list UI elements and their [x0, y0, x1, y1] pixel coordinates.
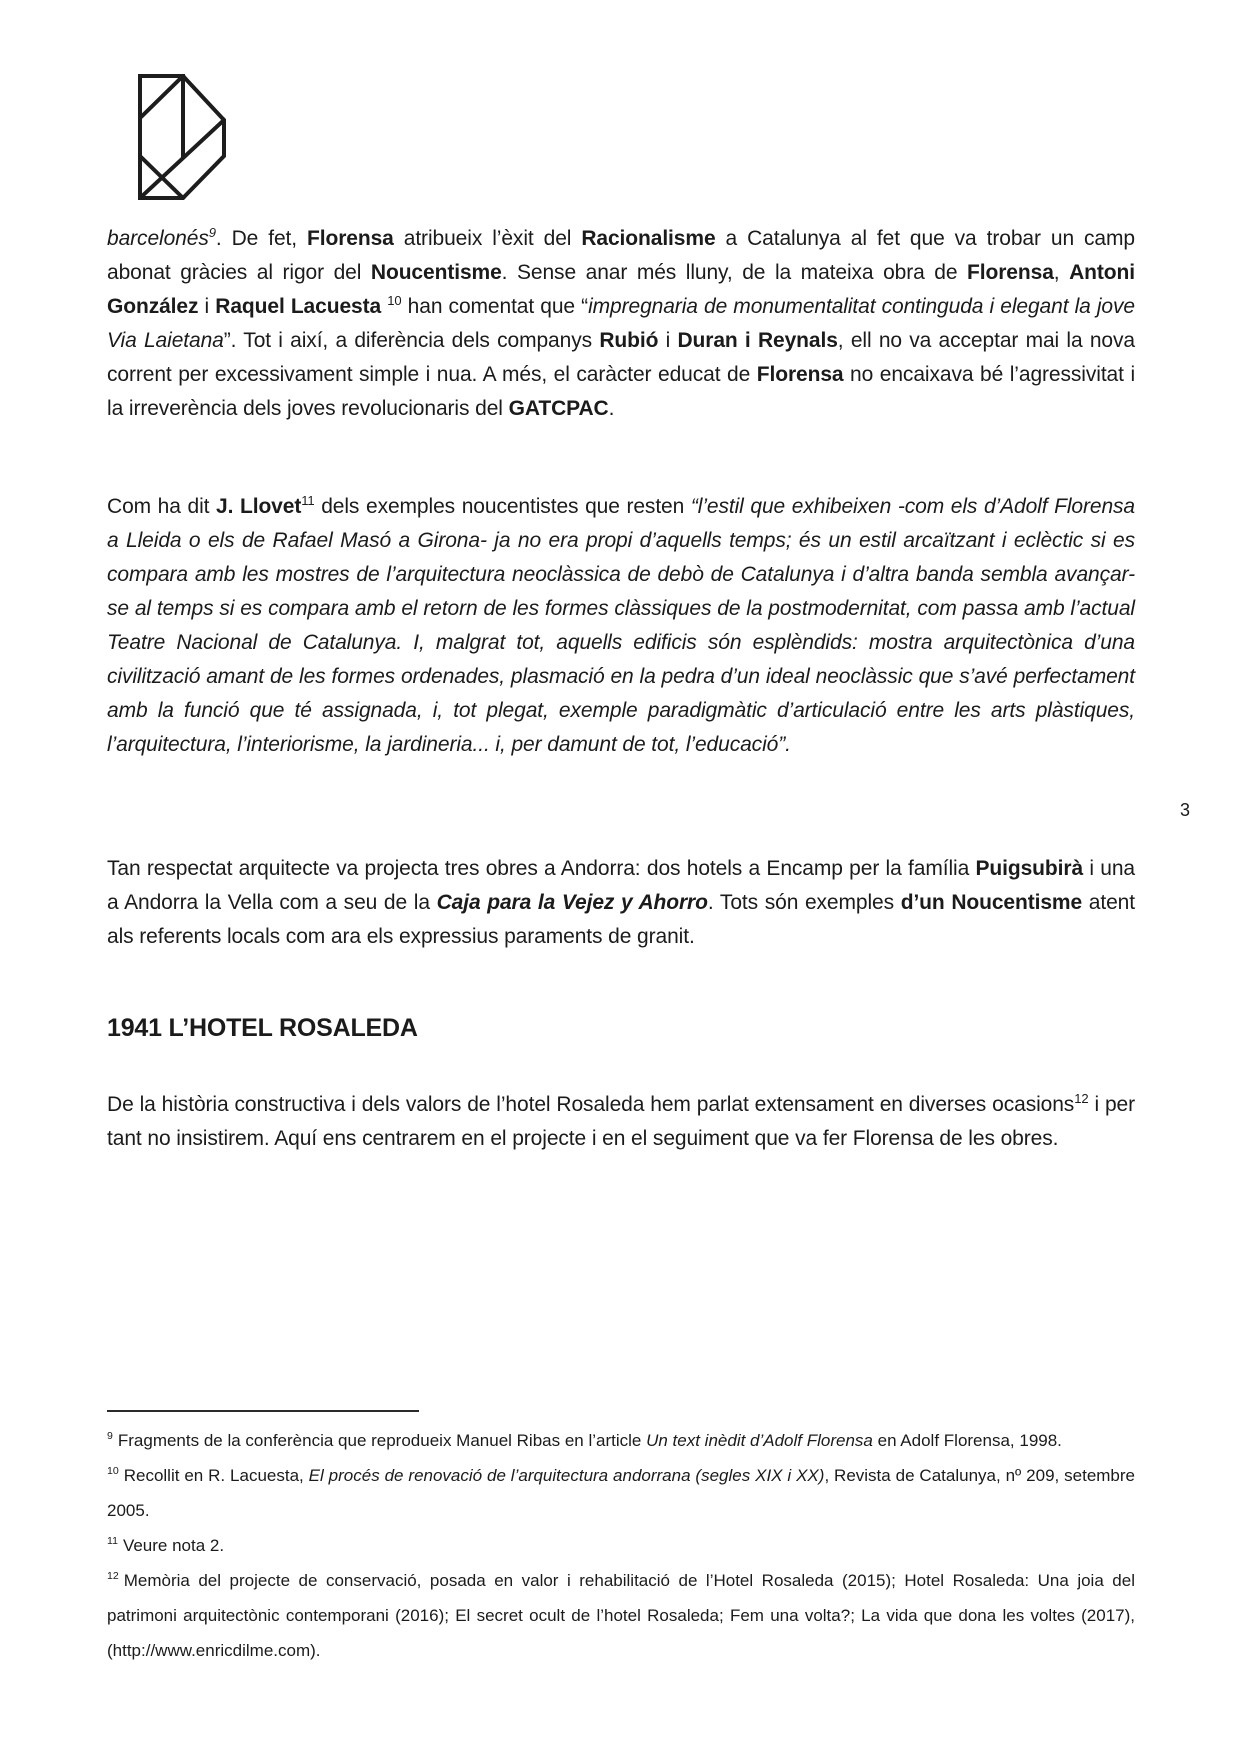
footnote-marker-9: 9: [107, 1430, 113, 1443]
footnote-text-12: Memòria del projecte de conservació, posada en valor i rehabilitació de l’Hotel Rosaleda (2015); Hotel Rosaleda: Una joia del patrimoni arquitectònic contemporani (2016); El secret ocult de l’hotel Rosaleda; Fem una volta?; La vida que dona les voltes (2017), (http://www.enricdilme.com).: [107, 1571, 1135, 1660]
body-paragraph-4: De la història constructiva i dels valors de l’hotel Rosaleda hem parlat extensament en diverses ocasions$^{12}$ i per tant no insistirem. Aquí ens centrarem en el projecte i en el seguiment que va fer Florensa de les obres.: [107, 1091, 1135, 1150]
footnote-text-10: Recollit en R. Lacuesta, El procés de renovació de l’arquitectura andorrana (segles XIX i XX), Revista de Catalunya, nº 209, setembre 2005.: [107, 1466, 1136, 1520]
page-number: 3: [1180, 800, 1191, 820]
footnote-12: [107, 1563, 1135, 1668]
section-heading: 1941 L’HOTEL ROSALEDA: [107, 1014, 418, 1042]
footnote-11: [107, 1528, 1135, 1563]
footnote-text-11: Veure nota 2.: [122, 1536, 225, 1555]
footnotes-section: [107, 1410, 1135, 1668]
footnote-9: [107, 1423, 1135, 1458]
footnote-separator: [107, 1410, 419, 1412]
footnote-10: [107, 1458, 1135, 1528]
footnote-text-9: Fragments de la conferència que reprodueix Manuel Ribas en l’article Un text inèdit d’Adolf Florensa en Adolf Florensa, 1998.: [117, 1431, 1062, 1450]
body-paragraph-2: Com ha dit J. Llovet$^{11}$ dels exemples noucentistes que resten “l’estil que exhibeixen -com els d’Adolf Florensa a Lleida o els de Rafael Masó a Girona- ja no era propi d’aquells temps; és un estil arcaïtzant i eclèctic si es compara amb les mostres de l’arquitectura neoclàssica de debò de Catalunya i d’altra banda sembla avançar-se al temps si es compara amb el retorn de les formes clàssiques de la postmodernitat, com passa amb l’actual Teatre Nacional de Catalunya. I, malgrat tot, aquells edificis són esplèndids: mostra arquitectònica d’una civilització amant de les formes ordenades, plasmació en la pedra d’un ideal neoclàssic que s’avé perfectament amb la funció que té assignada, i, tot plegat, exemple paradigmàtic d’articulació entre les arts plàstiques, l’arquitectura, l’interiorisme, la jardineria... i, per damunt de tot, l’educació”.: [107, 493, 1136, 756]
footnote-marker-12: 12: [107, 1570, 119, 1583]
geometric-d-monogram-icon: [138, 74, 226, 200]
body-paragraph-1: barcelonés$^9$. De fet, Florensa atribueix l’èxit del Racionalisme a Catalunya al fet que va trobar un camp abonat gràcies al rigor del Noucentisme. Sense anar més lluny, de la mateixa obra de Florensa, Antoni González i Raquel Lacuesta $^{10}$ han comentat que “impregnaria de monumentalitat continguda i elegant la jove Via Laietana”. Tot i així, a diferència dels companys Rubió i Duran i Reynals, ell no va acceptar mai la nova corrent per excessivament simple i nua. A més, el caràcter educat de Florensa no encaixava bé l’agressivitat i la irreverència dels joves revolucionaris del GATCPAC.: [107, 225, 1136, 420]
footnote-marker-11: 11: [107, 1535, 118, 1548]
footnote-marker-10: 10: [107, 1465, 119, 1478]
publisher-logo: [138, 74, 226, 200]
body-paragraph-3: Tan respectat arquitecte va projecta tres obres a Andorra: dos hotels a Encamp per la família Puigsubirà i una a Andorra la Vella com a seu de la Caja para la Vejez y Ahorro. Tots són exemples d’un Noucentisme atent als referents locals com ara els expressius paraments de granit.: [107, 857, 1135, 948]
